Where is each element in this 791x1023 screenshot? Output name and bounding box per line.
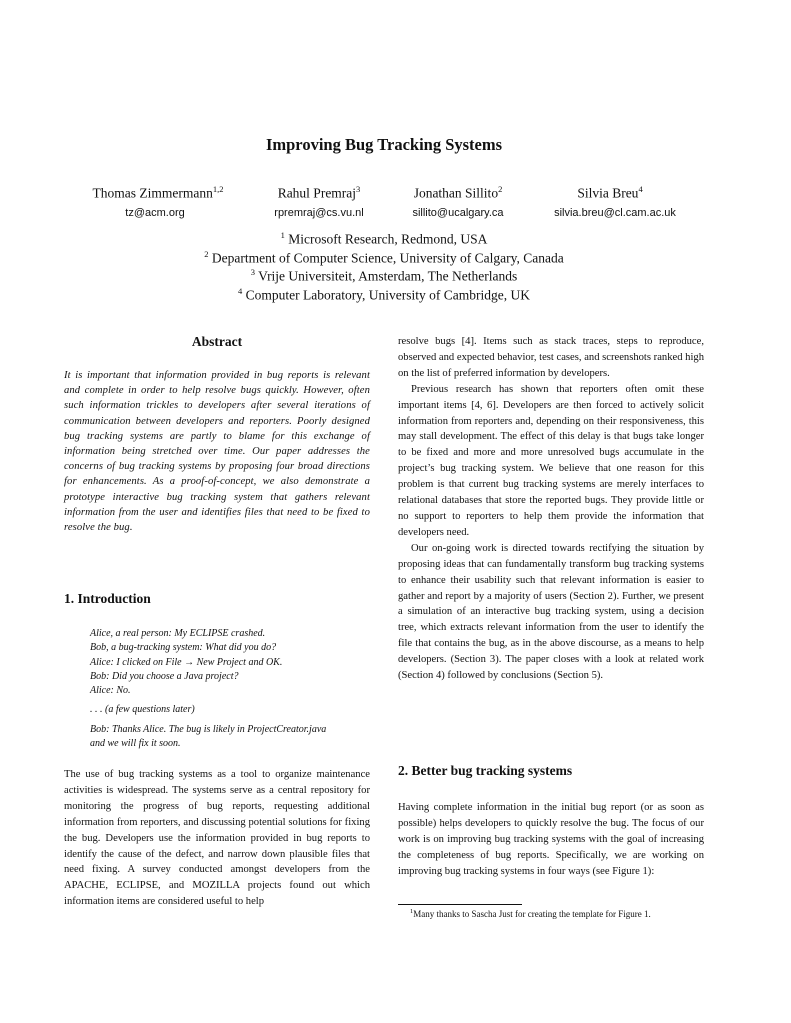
affiliation: $^3$ Vrije Universiteit, Amsterdam, The Netherlands [250,267,518,284]
author-name: Thomas Zimmermann$^{1,2}$ [92,184,224,201]
section-heading: 1. Introduction [64,591,151,606]
paragraph: resolve bugs [4]. Items such as stack traces, steps to reproduce, observed and expected behavior, test cases, and screenshots ranked high on the list of preferred information by developers. [398,336,704,379]
dialog-line: Bob: Did you choose a Java project? [90,670,239,682]
author-email: tz@acm.org [125,207,185,219]
author-email: sillito@ucalgary.ca [412,207,504,219]
footnote: $^1$Many thanks to Sascha Just for creating the template for Figure 1. [410,908,651,919]
author-name: Rahul Premraj$^3$ [277,184,361,201]
footnote-rule [398,904,522,905]
section-heading: 2. Better bug tracking systems [398,763,573,778]
abstract-text: It is important that information provided in bug reports is relevant and complete in order to help resolve bugs quickly. However, often such information trickles to developers after several iterations of communication between developers and reporters. Poorly designed bug tracking systems are partly to blame for this exchange of information being stretched over time. Our paper addresses the concerns of bug tracking systems by proposing four broad directions for enhancements. As a proof-of-concept, we also demonstrate a prototype interactive bug tracking system that gathers relevant information from the user and identifies files that need to be fixed to resolve the bug. [64,370,370,534]
section2-paragraph: Having complete information in the initial bug report (or as soon as possible) helps developers to quickly resolve the bug. The focus of our work is on improving bug tracking systems with the goal of increasing the completeness of bug reports. Specifically, we are working on improving bug tracking systems in four ways (see Figure 1): [398,802,704,877]
dialog-line: Alice, a real person: My ECLIPSE crashed. [90,628,266,639]
affiliation: $^1$ Microsoft Research, Redmond, USA [280,230,488,247]
dialog-line: and we will fix it soon. [90,738,181,750]
paragraph: Previous research has shown that reporters often omit these important items [4, 6]. Developers are then forced to actively solicit information from reporters and, depending on their responsiveness, this may stall development. The effect of this delay is that bugs take longer to be fixed and more and more unresolved bugs accumulate in the project’s bug tracking system. We believe that one reason for this problem is that current bug tracking systems are merely interfaces to relational databases that store the reported bugs. They provide little or no support to reporters to help them provide the information that developers need. [398,383,704,538]
right-column-text [398,334,704,684]
intro-paragraph: The use of bug tracking systems as a tool to organize maintenance activities is widespread. The systems serve as a central repository for monitoring the progress of bug reports, requesting additional information from reporters, and discussing potential solutions for fixing the bug. Developers use the information provided in bug reports to identify the cause of the defect, and narrow down plausible files that need fixing. A survey conducted amongst developers from the APACHE, ECLIPSE, and MOZILLA projects found out which information items are considered useful to help [64,769,370,908]
dialog-line: Alice: I clicked on File → New Project and OK. [90,656,283,668]
dialog-block [90,627,372,751]
dialog-line: Bob, a bug-tracking system: What did you do? [90,642,277,654]
paragraph: Our on-going work is directed towards rectifying the situation by proposing ideas that can fundamentally transform bug tracking systems to enhance their usability such that relevant information is easier to gather and report by a majority of users (Section 2). Further, we present a simulation of an interactive bug tracking system, using a decision tree, which extracts relevant information from the user to identify the file that contains the bug, as in the above discourse, as a means to help developers. (Section 3). The paper closes with a look at related work (Section 4) followed by conclusions (Section 5). [398,542,704,682]
dialog-line: . . . (a few questions later) [90,704,195,716]
author-email: silvia.breu@cl.cam.ac.uk [554,207,676,219]
abstract-heading: Abstract [191,334,243,349]
dialog-line: Alice: No. [90,685,131,697]
author-name: Jonathan Sillito$^2$ [413,184,503,201]
dialog-line: Bob: Thanks Alice. The bug is likely in ProjectCreator.java [90,723,327,735]
author-name: Silvia Breu$^4$ [577,184,643,201]
author-email: rpremraj@cs.vu.nl [274,207,364,219]
affiliation: $^4$ Computer Laboratory, University of Cambridge, UK [237,286,531,303]
affiliation: $^2$ Department of Computer Science, University of Calgary, Canada [204,249,564,266]
paper-title: Improving Bug Tracking Systems [265,135,503,154]
